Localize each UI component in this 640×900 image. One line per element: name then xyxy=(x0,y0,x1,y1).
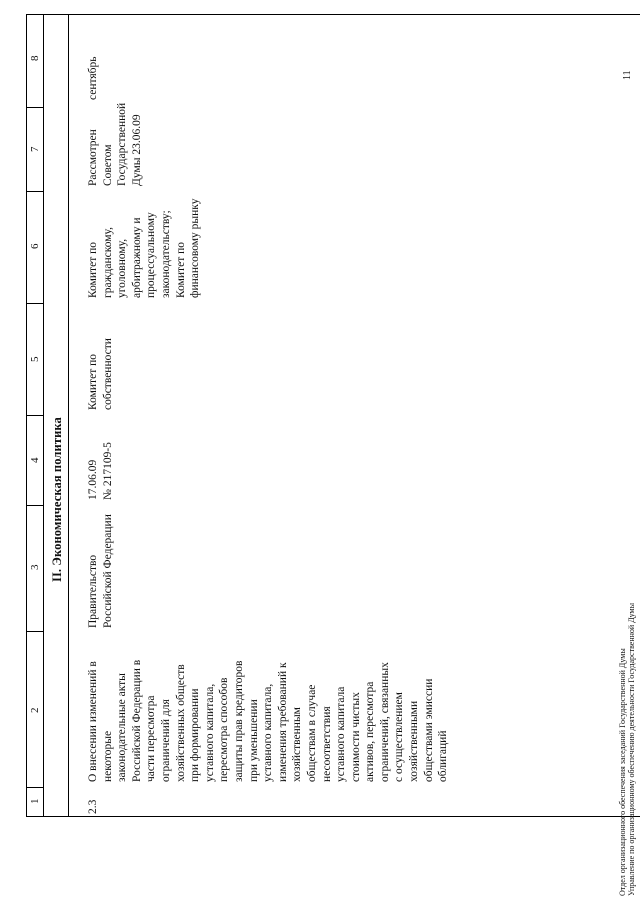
bill-title-line: пересмотра способов xyxy=(218,677,231,782)
bill-title-line: части пересмотра xyxy=(145,695,158,782)
status-line: Думы 23.06.09 xyxy=(130,114,143,186)
column-number-2: 2 xyxy=(29,707,41,713)
bill-title-line: О внесении изменений в xyxy=(87,661,99,782)
registration-cell xyxy=(86,442,115,500)
column-number-4: 4 xyxy=(29,457,41,463)
bill-title-line: ограничений для xyxy=(159,699,172,782)
column-number-8: 8 xyxy=(29,55,41,61)
bill-title-line: уставного капитала xyxy=(335,686,348,782)
initiator-cell xyxy=(86,514,115,628)
bill-title-line: хозяйственных обществ xyxy=(174,664,187,782)
bill-title-line: стоимости чистых xyxy=(349,692,362,782)
bill-title-line: при уменьшении xyxy=(247,699,260,782)
column-number-6: 6 xyxy=(29,243,41,249)
bill-title-line: при формировании xyxy=(189,688,202,782)
section-title: II. Экономическая политика xyxy=(50,417,64,582)
co-committee-line: Комитет по xyxy=(174,242,187,298)
footer-line-2: Управление по организационному обеспечению деятельности Государственной Думы xyxy=(627,603,636,896)
bill-title-line: изменения требований к xyxy=(276,662,289,782)
bill-title-line: облигаций xyxy=(437,730,450,782)
status-line: Советом xyxy=(101,144,114,186)
bill-title-line: активов, пересмотра xyxy=(364,681,377,782)
status-cell xyxy=(86,103,144,186)
bill-title-line: хозяйственными xyxy=(408,700,421,782)
bill-title-line: законодательные акты xyxy=(116,673,129,782)
column-number-3: 3 xyxy=(29,564,41,570)
row-number: 2.3 xyxy=(87,799,99,814)
footer-line-1: Отдел организационного обеспечения заседаний Государственной Думы xyxy=(618,648,627,896)
responsible-committee-cell xyxy=(86,338,115,410)
bill-title-line: ограничений, связанных xyxy=(378,662,391,782)
committee-line: Комитет по xyxy=(87,354,99,410)
bill-title-line: хозяйственным xyxy=(291,707,304,782)
bill-title-line: Российской Федерации в xyxy=(130,659,143,782)
month-cell: сентябрь xyxy=(87,56,99,100)
bill-title-line: с осуществлением xyxy=(393,692,406,782)
co-committee-line: финансовому рынку xyxy=(189,198,202,298)
status-line: Государственной xyxy=(116,102,129,186)
column-number-1: 1 xyxy=(29,798,41,804)
column-number-5: 5 xyxy=(29,356,41,362)
registration-date: 17.06.09 xyxy=(87,459,99,500)
co-committee-line: Комитет по xyxy=(87,242,99,298)
registration-number: № 217109-5 xyxy=(101,442,114,500)
bill-title-line: обществам в случае xyxy=(305,684,318,782)
co-committee-line: процессуальному xyxy=(145,212,158,298)
column-number-7: 7 xyxy=(29,146,41,152)
bill-title-line: обществами эмиссии xyxy=(422,678,435,782)
bill-title-line: уставного капитала, xyxy=(262,683,275,782)
bill-title-line: несоответствия xyxy=(320,706,333,782)
bill-title-line: уставного капитала, xyxy=(203,683,216,782)
bill-title-line: защиты прав кредиторов xyxy=(232,660,245,782)
co-committee-line: уголовному, xyxy=(116,238,129,298)
co-committee-cell xyxy=(86,199,203,298)
co-committee-line: законодательству; xyxy=(159,210,172,298)
committee-line: собственности xyxy=(101,338,114,410)
initiator-line: Правительство xyxy=(87,554,99,628)
bill-title xyxy=(86,660,451,782)
page-number: 11 xyxy=(622,70,633,80)
co-committee-line: гражданскому, xyxy=(101,226,114,298)
co-committee-line: арбитражному и xyxy=(130,217,143,298)
bill-title-line: некоторые xyxy=(101,730,114,782)
initiator-line: Российской Федерации xyxy=(101,514,114,628)
status-line: Рассмотрен xyxy=(87,129,99,186)
